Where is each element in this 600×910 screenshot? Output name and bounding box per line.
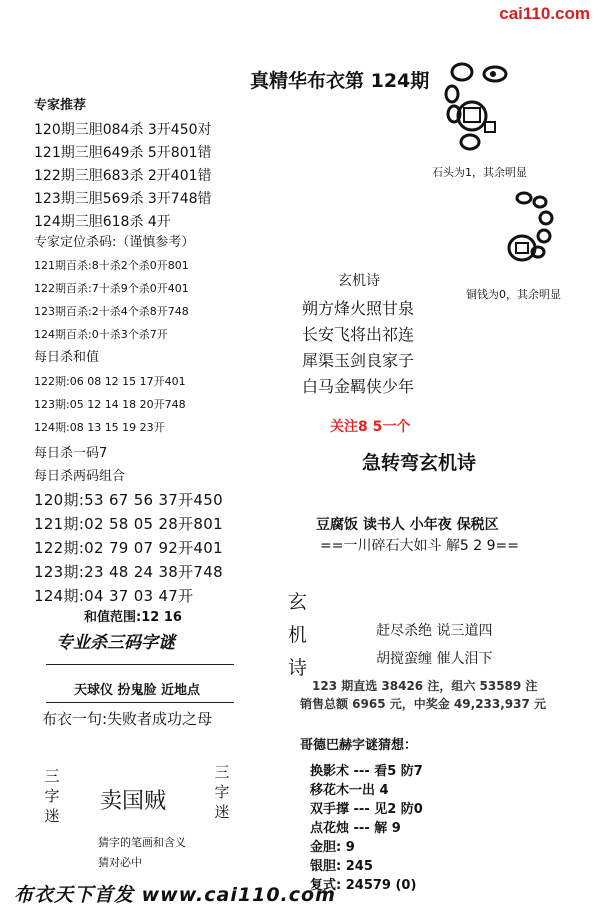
- list-item: 121期:02 58 05 28开801: [34, 515, 223, 533]
- xuanji-char: 机: [288, 624, 308, 646]
- list-item: 122期:02 79 07 92开401: [34, 539, 223, 557]
- list-item: 122期:06 08 12 15 17开401: [34, 375, 186, 388]
- saying: 布衣一句:失败者成功之母: [42, 710, 213, 728]
- result-line-2: 销售总额 6965 元，中奖金 49,233,937 元: [300, 697, 547, 711]
- sum-header: 每日杀和值: [34, 350, 100, 365]
- two-code-header: 每日杀两码组合: [34, 469, 126, 484]
- position-header: 专家定位杀码:（谨慎参考）: [34, 235, 195, 250]
- xuanji-char: 诗: [288, 657, 308, 679]
- coin-caption: 铜钱为0，其余明显: [466, 288, 561, 301]
- page-title: 真精华布衣第 124期: [250, 70, 430, 92]
- list-item: 123期三胆569杀 3开748错: [34, 191, 212, 207]
- goethe-list: [310, 762, 423, 895]
- list-item: 双手撑 --- 见2 防0: [310, 802, 423, 817]
- list-item: 122期三胆683杀 2开401错: [34, 168, 212, 184]
- list-item: 121期百杀:8十杀2个杀0开801: [34, 259, 189, 272]
- divider: [46, 702, 234, 703]
- three-riddle-note: 猜字的笔画和含义: [98, 836, 186, 849]
- turn-line-2: ==一川碎石大如斗 解5 2 9==: [320, 538, 519, 554]
- stone-caption: 石头为1，其余明显: [432, 166, 527, 179]
- poem: [302, 296, 414, 400]
- focus-note: 关注8 5一个: [330, 419, 411, 435]
- stones-illustration: [440, 58, 520, 158]
- list-item: 换影术 --- 看5 防7: [310, 764, 423, 779]
- list-item: 124期:04 37 03 47开: [34, 587, 194, 605]
- result-line-1: 123 期直选 38426 注，组六 53589 注: [312, 679, 538, 693]
- sum-range: 和值范围:12 16: [84, 610, 182, 625]
- list-item: 120期:53 67 56 37开450: [34, 491, 223, 509]
- list-item: 移花木一出 4: [310, 783, 389, 798]
- goethe-header: 哥德巴赫字谜猜想：: [300, 738, 418, 753]
- three-riddle-note: 猜对必中: [98, 856, 142, 869]
- list-item: 120期三胆084杀 3开450对: [34, 122, 212, 138]
- three-riddle-answer: 卖国贼: [100, 789, 167, 814]
- list-item: 123期:23 48 24 38开748: [34, 563, 223, 581]
- list-item: 点花烛 --- 解 9: [310, 821, 401, 836]
- list-item: 121期三胆649杀 5开801错: [34, 145, 212, 161]
- position-list: [34, 254, 189, 346]
- list-item: 122期百杀:7十杀9个杀0开401: [34, 282, 189, 295]
- three-riddle-left-label: 三字迷: [44, 767, 60, 825]
- coins-illustration: [494, 188, 564, 268]
- three-riddle-right-label: 三字迷: [214, 763, 230, 821]
- list-item: 123期百杀:2十杀4个杀8开748: [34, 305, 189, 318]
- list-item: 金胆: 9: [310, 840, 355, 855]
- poem-header: 玄机诗: [338, 273, 380, 289]
- list-item: 124期三胆618杀 4开: [34, 214, 171, 230]
- poem-line: 犀渠玉剑良家子: [302, 351, 415, 370]
- footer-brand: 布衣天下首发 www.cai110.com: [14, 884, 336, 906]
- riddle-title: 专业杀三码字谜: [56, 633, 175, 653]
- xuanji-line: 胡搅蛮缠 催人泪下: [376, 651, 493, 667]
- riddle-words: 天球仪 扮鬼脸 近地点: [74, 683, 201, 698]
- poem-line: 朔方烽火照甘泉: [302, 299, 415, 318]
- divider: [46, 664, 234, 665]
- expert-list: [34, 119, 212, 234]
- turn-title: 急转弯玄机诗: [362, 452, 477, 474]
- list-item: 复式: 24579 (0): [310, 878, 417, 893]
- poem-line: 白马金羁侠少年: [302, 377, 415, 396]
- site-brand: cai110.com: [499, 4, 590, 23]
- two-code-list: [34, 488, 223, 608]
- list-item: 124期:08 13 15 19 23开: [34, 421, 165, 434]
- xuanji-line: 赶尽杀绝 说三道四: [376, 623, 493, 639]
- list-item: 123期:05 12 14 18 20开748: [34, 398, 186, 411]
- poem-line: 长安飞将出祁连: [302, 325, 415, 344]
- expert-header: 专家推荐: [34, 98, 87, 113]
- sum-list: [34, 370, 186, 439]
- xuanji-char: 玄: [288, 591, 308, 613]
- list-item: 124期百杀:0十杀3个杀7开: [34, 328, 168, 341]
- turn-line-1: 豆腐饭 读书人 小年夜 保税区: [316, 517, 499, 533]
- kill-one-code: 每日杀一码7: [34, 446, 108, 461]
- list-item: 银胆: 245: [310, 859, 373, 874]
